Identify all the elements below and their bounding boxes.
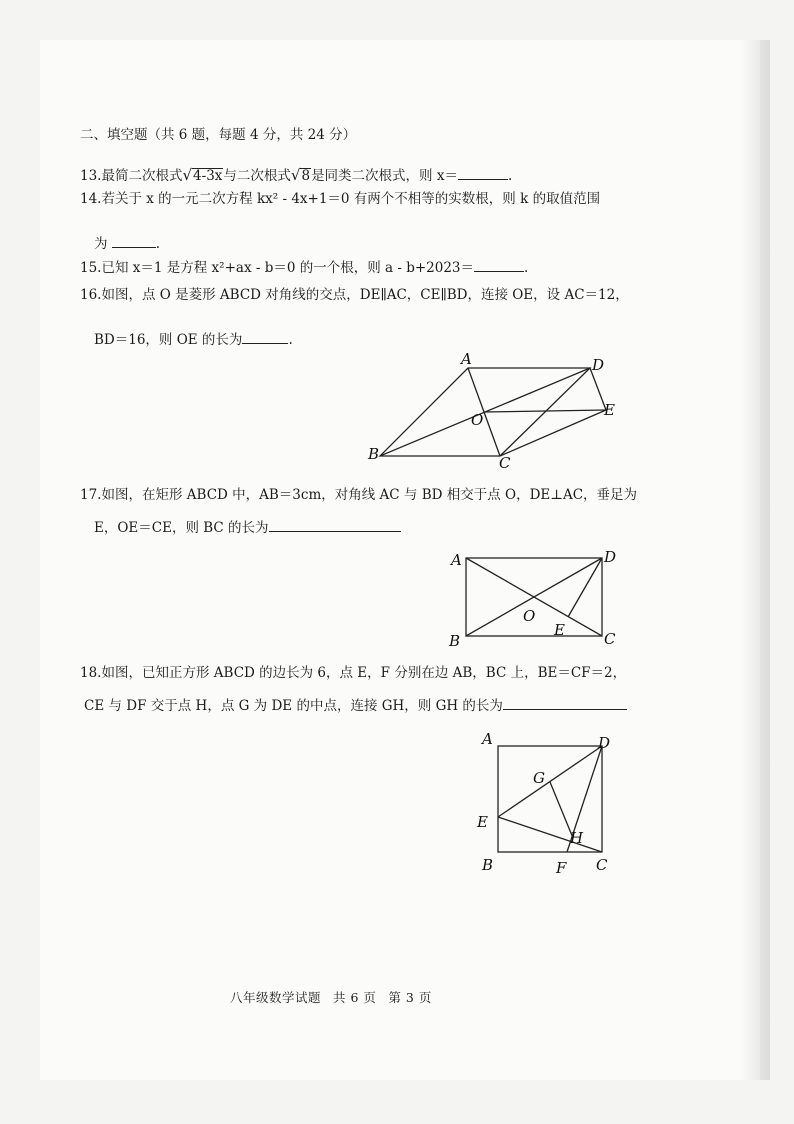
- rhombus-label-a: A: [461, 352, 472, 368]
- question-14-line2: [94, 234, 160, 253]
- q13-text-a: 最简二次根式: [101, 168, 183, 184]
- question-13: [80, 166, 512, 185]
- rectangle-label-e: E: [554, 621, 565, 639]
- rhombus-label-c: C: [499, 454, 511, 470]
- page-footer: [230, 988, 444, 1006]
- q17-line1: 如图，在矩形 ABCD 中，AB＝3cm，对角线 AC 与 BD 相交于点 O，DE⊥AC，垂足为: [101, 487, 638, 503]
- rhombus-label-e: E: [604, 401, 615, 419]
- q16-answer-blank[interactable]: [242, 330, 288, 344]
- question-16-line1: [80, 286, 629, 304]
- square-label-b: B: [482, 856, 494, 874]
- rhombus-label-d: D: [592, 356, 605, 374]
- q13-radical-a: 4-3x: [193, 168, 223, 184]
- page-edge-shadow: [740, 40, 770, 1080]
- q13-tail: .: [507, 168, 513, 184]
- q13-text-b: 与二次根式: [223, 168, 291, 184]
- question-16-line2: [94, 330, 293, 349]
- square-figure: [470, 726, 620, 878]
- q18-line1: 如图，已知正方形 ABCD 的边长为 6，点 E，F 分别在边 AB，BC 上，BE＝CF＝2，: [101, 665, 627, 681]
- square-label-a: A: [482, 730, 493, 748]
- rhombus-label-b: B: [368, 445, 380, 463]
- q17-number: 17.: [80, 487, 102, 503]
- q13-number: 13.: [80, 168, 102, 184]
- rectangle-label-a: A: [451, 551, 462, 569]
- q16-tail: .: [288, 332, 293, 348]
- rectangle-label-c: C: [604, 630, 616, 648]
- footer-subject: 八年级数学试题: [230, 990, 322, 1005]
- q14-tail: .: [155, 236, 161, 252]
- q17-answer-blank[interactable]: [269, 518, 401, 532]
- q14-answer-blank[interactable]: [112, 234, 156, 248]
- rectangle-label-o: O: [523, 607, 536, 625]
- q16-line2: BD＝16，则 OE 的长为: [94, 332, 243, 348]
- footer-total-pages: 共 6 页: [333, 990, 377, 1005]
- q15-tail: .: [524, 260, 529, 276]
- rectangle-label-b: B: [449, 632, 461, 650]
- q18-number: 18.: [80, 665, 102, 681]
- radical-sign-icon: √: [290, 166, 301, 184]
- question-17-line2: [94, 518, 401, 537]
- q16-line1: 如图，点 O 是菱形 ABCD 对角线的交点，DE∥AC，CE∥BD，连接 OE，设 AC＝12，: [101, 287, 629, 303]
- square-label-f: F: [556, 859, 567, 877]
- q14-line2-prefix: 为: [94, 236, 108, 252]
- q16-number: 16.: [80, 287, 102, 303]
- square-label-g: G: [533, 769, 545, 787]
- rhombus-label-o: O: [471, 411, 484, 429]
- q18-answer-blank[interactable]: [503, 696, 627, 710]
- q13-text-c: 是同类二次根式，则 x＝: [311, 168, 458, 184]
- square-label-h: H: [570, 829, 584, 847]
- q17-line2: E，OE＝CE，则 BC 的长为: [94, 520, 269, 536]
- footer-page-number: 第 3 页: [388, 990, 432, 1005]
- q13-radical-b: 8: [301, 168, 311, 184]
- question-18-line1: [80, 664, 626, 682]
- q18-line2: CE 与 DF 交于点 H，点 G 为 DE 的中点，连接 GH，则 GH 的长为: [84, 698, 503, 714]
- q15-answer-blank[interactable]: [474, 258, 524, 272]
- square-label-e: E: [477, 813, 488, 831]
- question-15: [80, 258, 528, 277]
- radical-sign-icon: √: [182, 166, 193, 184]
- rectangle-figure: [446, 544, 626, 652]
- q14-number: 14.: [80, 191, 102, 207]
- question-18-line2: [84, 696, 627, 715]
- q14-line1: 若关于 x 的一元二次方程 kx² - 4x+1＝0 有两个不相等的实数根，则 k 的取值范围: [101, 191, 601, 207]
- q13-answer-blank[interactable]: [458, 166, 508, 180]
- question-17-line1: [80, 486, 637, 504]
- square-label-c: C: [596, 856, 608, 874]
- q15-number: 15.: [80, 260, 102, 276]
- section-heading: 二、填空题（共 6 题，每题 4 分，共 24 分）: [80, 127, 357, 143]
- square-label-d: D: [598, 734, 611, 752]
- rhombus-figure: [360, 352, 620, 470]
- question-14-line1: [80, 190, 600, 208]
- rectangle-label-d: D: [604, 548, 617, 566]
- q15-text: 已知 x＝1 是方程 x²+ax - b＝0 的一个根，则 a - b+2023＝: [101, 260, 475, 276]
